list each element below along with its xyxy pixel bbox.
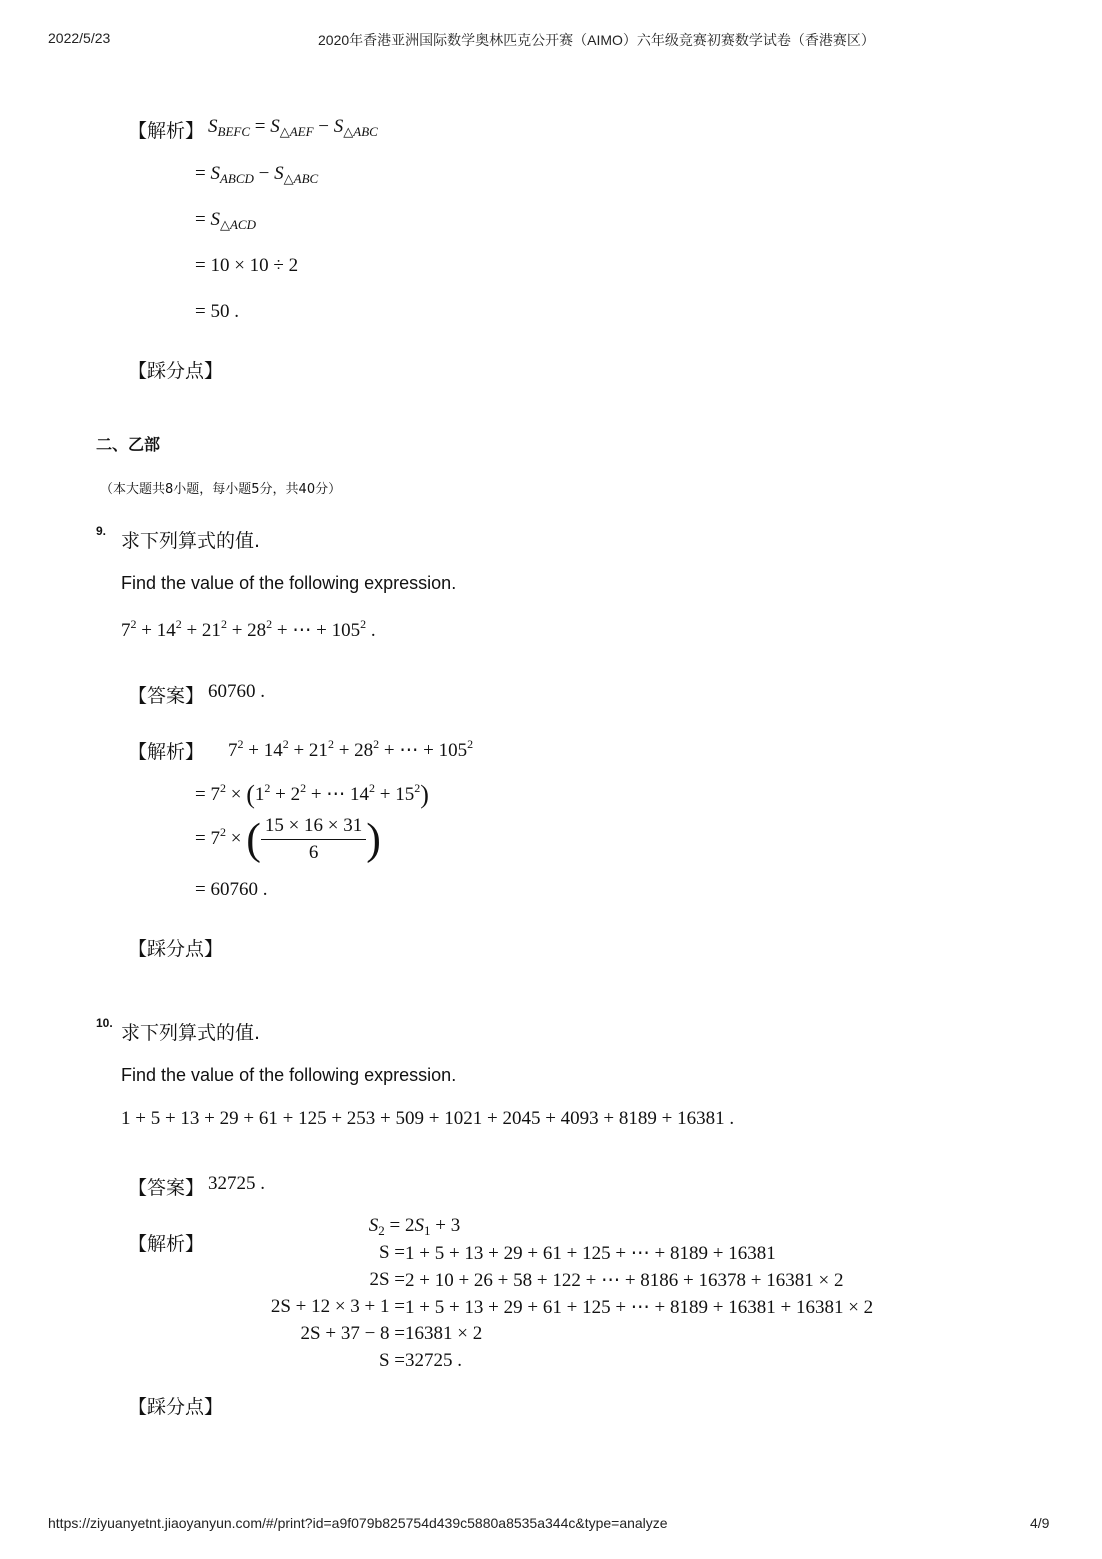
prev-solution-line-1: $S_{BEFC} = S_{\triangle AEF} - S_{\triangle ABC}$ bbox=[208, 116, 378, 139]
q10-solution-lhs-1: S = bbox=[378, 1242, 405, 1263]
prev-solution-line-2: = $S_{ABCD} - S_{\triangle ABC}$ bbox=[195, 163, 319, 186]
analysis-label: 【解析】 bbox=[128, 1233, 205, 1255]
q10-solution-lhs-5: S = bbox=[378, 1350, 405, 1371]
q9-solution-line-2: = $7^2 \times (1^2 + 2^2$ + ⋯ $14^2 + 15^2$) bbox=[195, 780, 429, 809]
question-expression: $7^2 + 14^2 + 21^2 + 28^2$ + ⋯ + $105^2$ . bbox=[121, 617, 376, 641]
q9-solution-line-3: = $7^2$ × ( $\frac{15 \times 16 \times 31}{6}$ ) bbox=[195, 814, 381, 864]
q10-solution-rhs-3: 1 + 5 + 13 + 29 + 61 + 125 + ⋯ + 8189 + 16381 + 16381 × 2 bbox=[405, 1297, 874, 1318]
answer-label: 【答案】 bbox=[128, 1177, 205, 1199]
q10-solution-lhs-2: 2S = bbox=[369, 1269, 405, 1290]
section-note: （本大题共8小题，每小题5分，共40分） bbox=[100, 482, 342, 497]
question-expression: 1 + 5 + 13 + 29 + 61 + 125 + 253 + 509 + 1021 + 2045 + 4093 + 8189 + 16381 . bbox=[121, 1108, 735, 1129]
question-number: 10. bbox=[96, 1016, 113, 1030]
q10-solution-rhs-0: $2S_1 + 3$ bbox=[405, 1215, 461, 1238]
q10-solution-rhs-5: 32725 . bbox=[405, 1350, 462, 1371]
q10-solution-lhs-0: $S_2$ = bbox=[368, 1215, 405, 1238]
expr-tail: + ⋯ + 105 bbox=[272, 620, 361, 641]
fraction-numerator: 15 × 16 × 31 bbox=[261, 815, 366, 840]
print-date: 2022/5/23 bbox=[48, 30, 111, 46]
q9-solution-line-4: = 60760 . bbox=[195, 879, 268, 900]
analysis-label: 【解析】 bbox=[128, 741, 205, 763]
page-number: 4/9 bbox=[1030, 1515, 1050, 1531]
answer-value: 32725 . bbox=[208, 1173, 265, 1194]
q10-solution-lhs-4: 2S + 37 − 8 = bbox=[300, 1323, 405, 1344]
scoring-label: 【踩分点】 bbox=[128, 360, 224, 382]
scoring-label: 【踩分点】 bbox=[128, 1396, 224, 1418]
prev-solution-line-3: = $S_{\triangle ACD}$ bbox=[195, 209, 256, 232]
scoring-label: 【踩分点】 bbox=[128, 938, 224, 960]
question-prompt-cn: 求下列算式的值. bbox=[121, 530, 261, 552]
fraction bbox=[261, 815, 366, 864]
prev-solution-line-5: = 50 . bbox=[195, 301, 239, 322]
q9-solution-line-1: $7^2 + 14^2 + 21^2 + 28^2$ + ⋯ + $105^2$ bbox=[228, 737, 474, 761]
fraction-denominator: 6 bbox=[308, 842, 319, 863]
document-title: 2020年香港亚洲国际数学奥林匹克公开赛（AIMO）六年级竞赛初赛数学试卷（香港赛区） bbox=[318, 32, 875, 48]
answer-label: 【答案】 bbox=[128, 685, 205, 707]
answer-value: 60760 . bbox=[208, 681, 265, 702]
analysis-label: 【解析】 bbox=[128, 120, 205, 142]
q10-solution-lhs-3: 2S + 12 × 3 + 1 = bbox=[270, 1296, 405, 1317]
question-prompt-cn: 求下列算式的值. bbox=[121, 1022, 261, 1044]
q10-solution-rhs-2: 2 + 10 + 26 + 58 + 122 + ⋯ + 8186 + 16378 + 16381 × 2 bbox=[405, 1270, 844, 1291]
prev-solution-line-4: = 10 × 10 ÷ 2 bbox=[195, 255, 299, 276]
question-prompt-en: Find the value of the following expression. bbox=[121, 573, 457, 593]
q10-solution-rhs-4: 16381 × 2 bbox=[405, 1323, 483, 1344]
question-prompt-en: Find the value of the following expression. bbox=[121, 1065, 457, 1085]
question-number: 9. bbox=[96, 524, 107, 538]
q10-solution-rhs-1: 1 + 5 + 13 + 29 + 61 + 125 + ⋯ + 8189 + 16381 bbox=[405, 1243, 776, 1264]
section-title: 二、乙部 bbox=[96, 435, 161, 454]
footer-url[interactable]: https://ziyuanyetnt.jiaoyanyun.com/#/print?id=a9f079b825754d439c5880a8535a344c&type=analyze bbox=[48, 1515, 668, 1531]
